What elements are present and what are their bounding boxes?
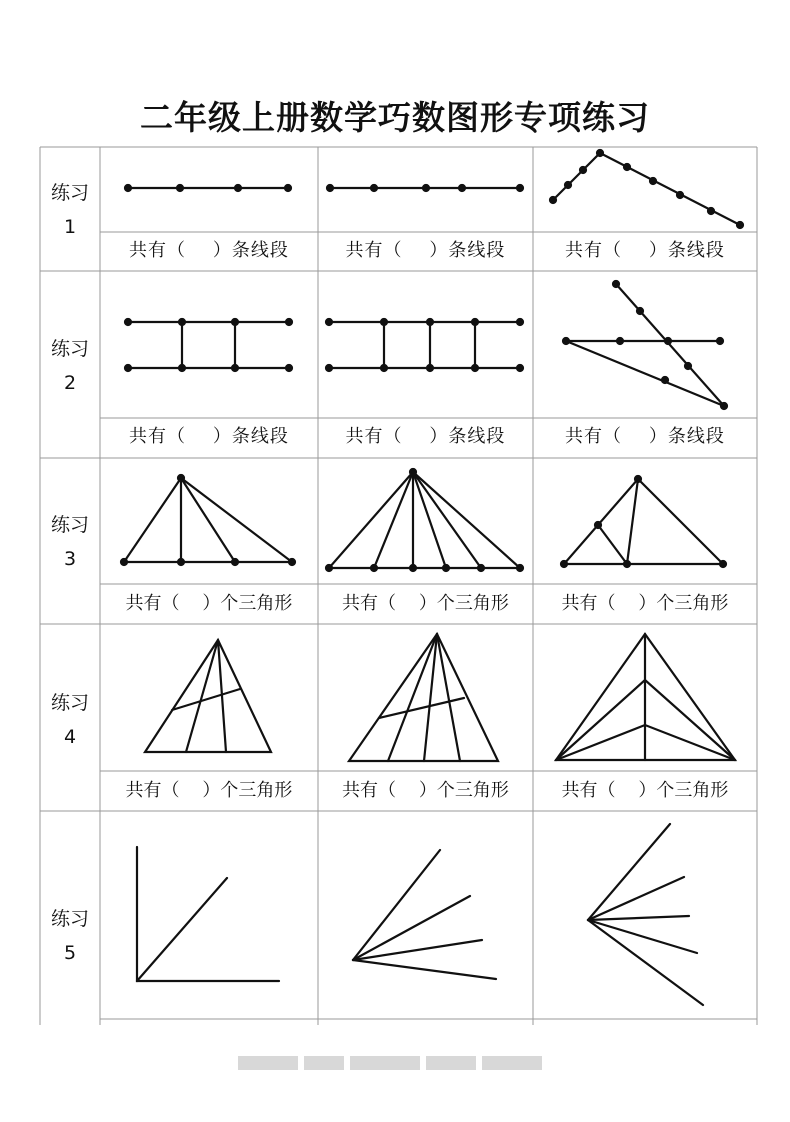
figure-2-2 — [326, 319, 523, 371]
figure-1-3 — [550, 150, 743, 228]
figure-1-2 — [327, 185, 523, 191]
figure-3-3 — [561, 476, 726, 567]
row-label-number: 3 — [63, 548, 77, 570]
figure-2-1 — [125, 319, 292, 371]
answer-caption: 共有（ ）个三角形 — [342, 780, 509, 801]
figure-2-3 — [563, 281, 727, 409]
answer-caption: 共有（ ）个三角形 — [561, 593, 729, 614]
row-label-text: 练习 — [50, 908, 89, 930]
row-label-text: 练习 — [50, 692, 89, 714]
answer-caption: 共有（ ）个三角形 — [125, 780, 293, 801]
figure-4-1 — [145, 640, 271, 752]
figure-4-2 — [349, 634, 498, 761]
answer-caption: 共有（ ）条线段 — [565, 240, 725, 261]
figure-5-1 — [137, 847, 279, 981]
answer-caption: 共有（ ）个三角形 — [125, 593, 293, 614]
row-label-number: 5 — [63, 942, 77, 964]
figure-5-2 — [353, 850, 496, 979]
row-label-number: 4 — [63, 726, 77, 748]
row-label-text: 练习 — [50, 514, 89, 536]
row-label-text: 练习 — [50, 182, 89, 204]
figure-3-2 — [326, 469, 523, 571]
answer-caption: 共有（ ）个三角形 — [561, 780, 729, 801]
row-label-4 — [40, 686, 100, 754]
row-label-number: 2 — [63, 372, 77, 394]
blurred-watermark — [238, 1056, 554, 1070]
answer-caption: 共有（ ）个三角形 — [342, 593, 509, 614]
answer-caption: 共有（ ）条线段 — [129, 240, 289, 261]
answer-caption: 共有（ ）条线段 — [129, 426, 289, 447]
row-label-2 — [40, 332, 100, 400]
figure-5-3 — [588, 824, 703, 1005]
figure-4-3 — [556, 634, 735, 760]
page-title: 二年级上册数学巧数图形专项练习 — [140, 98, 650, 137]
row-label-text: 练习 — [50, 338, 89, 360]
figure-1-1 — [125, 185, 291, 191]
row-label-5 — [40, 902, 100, 970]
figure-3-1 — [121, 475, 295, 565]
row-label-1 — [40, 176, 100, 244]
answer-caption: 共有（ ）条线段 — [345, 426, 506, 447]
row-label-number: 1 — [63, 216, 77, 238]
row-label-3 — [40, 508, 100, 576]
answer-caption: 共有（ ）条线段 — [565, 426, 725, 447]
answer-caption: 共有（ ）条线段 — [345, 240, 506, 261]
